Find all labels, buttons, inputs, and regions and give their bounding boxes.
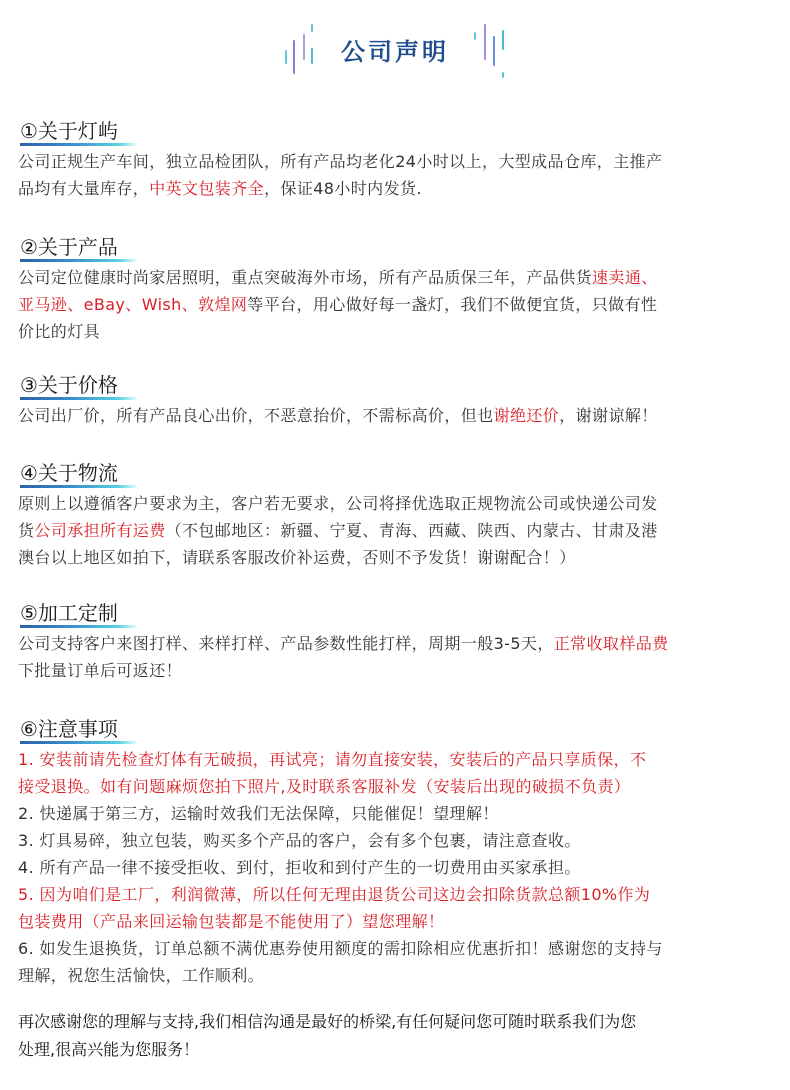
text-run: 下批量订单后可返还！	[18, 661, 183, 680]
heading-text: ⑤加工定制	[20, 601, 118, 625]
closing-message	[18, 1008, 778, 1064]
section-body	[18, 402, 778, 429]
section-heading	[18, 600, 136, 628]
section-body	[18, 630, 778, 684]
text-run: ，谢谢谅解！	[559, 406, 658, 425]
heading-underline	[20, 259, 136, 262]
text-line	[18, 881, 778, 908]
highlighted-text: 亚马逊、eBay、Wish、敦煌网	[18, 295, 248, 314]
highlighted-text: 1. 安装前请先检查灯体有无破损，再试亮；请勿直接安装，安装后的产品只享质保，不	[18, 750, 647, 769]
section-about-products	[18, 234, 778, 345]
section-about-company	[18, 118, 778, 202]
text-run: 理解，祝您生活愉快，工作顺利。	[18, 966, 265, 985]
highlighted-text: 谢绝还价	[493, 406, 560, 425]
heading-underline	[20, 741, 136, 744]
section-heading	[18, 118, 136, 146]
section-about-price	[18, 372, 778, 429]
section-notes	[18, 716, 778, 989]
highlighted-text: 正常收取样品费	[553, 634, 669, 653]
section-body	[18, 148, 778, 202]
heading-underline	[20, 143, 136, 146]
heading-underline	[20, 397, 136, 400]
text-line	[18, 318, 778, 345]
text-line	[18, 175, 778, 202]
text-line	[18, 517, 778, 544]
text-line	[18, 264, 778, 291]
section-heading	[18, 234, 136, 262]
decorative-lines-right-icon	[462, 22, 512, 80]
highlighted-text: 公司承担所有运费	[34, 521, 166, 540]
highlighted-text: 包装费用（产品来回运输包装都是不能使用了）望您理解！	[18, 912, 445, 931]
section-body	[18, 746, 778, 989]
text-line	[18, 827, 778, 854]
heading-text: ①关于灯屿	[20, 119, 118, 143]
heading-text: ⑥注意事项	[20, 717, 118, 741]
highlighted-text: 5. 因为咱们是工厂，利润微薄，所以任何无理由退货公司这边会扣除货款总额10%作为	[18, 885, 651, 904]
section-customization	[18, 600, 778, 684]
section-heading	[18, 716, 136, 744]
closing-line: 再次感谢您的理解与支持,我们相信沟通是最好的桥梁,有任何疑问您可随时联系我们为您	[18, 1012, 637, 1031]
text-run: 品均有大量库存，	[18, 179, 150, 198]
text-run: 货	[18, 521, 35, 540]
page-title: 公司声明	[341, 38, 449, 66]
text-run: （不包邮地区：新疆、宁夏、青海、西藏、陕西、内蒙古、甘肃及港	[165, 521, 658, 540]
text-run: 价比的灯具	[18, 322, 101, 341]
section-about-logistics	[18, 460, 778, 571]
heading-underline	[20, 485, 136, 488]
text-run: 2. 快递属于第三方，运输时效我们无法保障，只能催促！望理解！	[18, 804, 499, 823]
text-line	[18, 800, 778, 827]
text-line	[18, 402, 778, 429]
text-line	[18, 291, 778, 318]
text-line	[18, 854, 778, 881]
text-line	[18, 630, 778, 657]
text-line	[18, 773, 778, 800]
section-heading	[18, 460, 136, 488]
highlighted-text: 速卖通、	[592, 268, 658, 287]
text-run: 公司出厂价，所有产品良心出价，不恶意抬价，不需标高价，但也	[18, 406, 494, 425]
text-run: 公司正规生产车间，独立品检团队，所有产品均老化24小时以上，大型成品仓库，主推产	[18, 152, 663, 171]
heading-text: ②关于产品	[20, 235, 118, 259]
closing-line: 处理,很高兴能为您服务！	[18, 1040, 200, 1059]
section-body	[18, 490, 778, 571]
heading-text: ③关于价格	[20, 373, 118, 397]
text-line	[18, 544, 778, 571]
text-run: ，保证48小时内发货.	[264, 179, 422, 198]
heading-underline	[20, 625, 136, 628]
text-line	[18, 657, 778, 684]
text-run: 等平台，用心做好每一盏灯，我们不做便宜货，只做有性	[247, 295, 658, 314]
text-run: 3. 灯具易碎，独立包装，购买多个产品的客户，会有多个包裹，请注意查收。	[18, 831, 581, 850]
text-line	[18, 908, 778, 935]
text-line	[18, 962, 778, 989]
section-body	[18, 264, 778, 345]
text-run: 公司支持客户来图打样、来样打样、产品参数性能打样，周期一般3-5天，	[18, 634, 554, 653]
text-run: 公司定位健康时尚家居照明，重点突破海外市场，所有产品质保三年，产品供货	[18, 268, 593, 287]
section-heading	[18, 372, 136, 400]
text-line	[18, 746, 778, 773]
text-line	[18, 148, 778, 175]
highlighted-text: 中英文包装齐全	[149, 179, 265, 198]
highlighted-text: 接受退换。如有问题麻烦您拍下照片,及时联系客服补发（安装后出现的破损不负责）	[18, 777, 631, 796]
text-line	[18, 490, 778, 517]
text-run: 澳台以上地区如拍下，请联系客服改价补运费，否则不予发货！谢谢配合！）	[18, 548, 576, 567]
text-run: 原则上以遵循客户要求为主，客户若无要求，公司将择优选取正规物流公司或快递公司发	[18, 494, 658, 513]
text-run: 6. 如发生退换货，订单总额不满优惠券使用额度的需扣除相应优惠折扣！感谢您的支持与	[18, 939, 663, 958]
heading-text: ④关于物流	[20, 461, 118, 485]
text-run: 4. 所有产品一律不接受拒收、到付，拒收和到付产生的一切费用由买家承担。	[18, 858, 581, 877]
title-banner	[0, 22, 790, 80]
text-line	[18, 935, 778, 962]
